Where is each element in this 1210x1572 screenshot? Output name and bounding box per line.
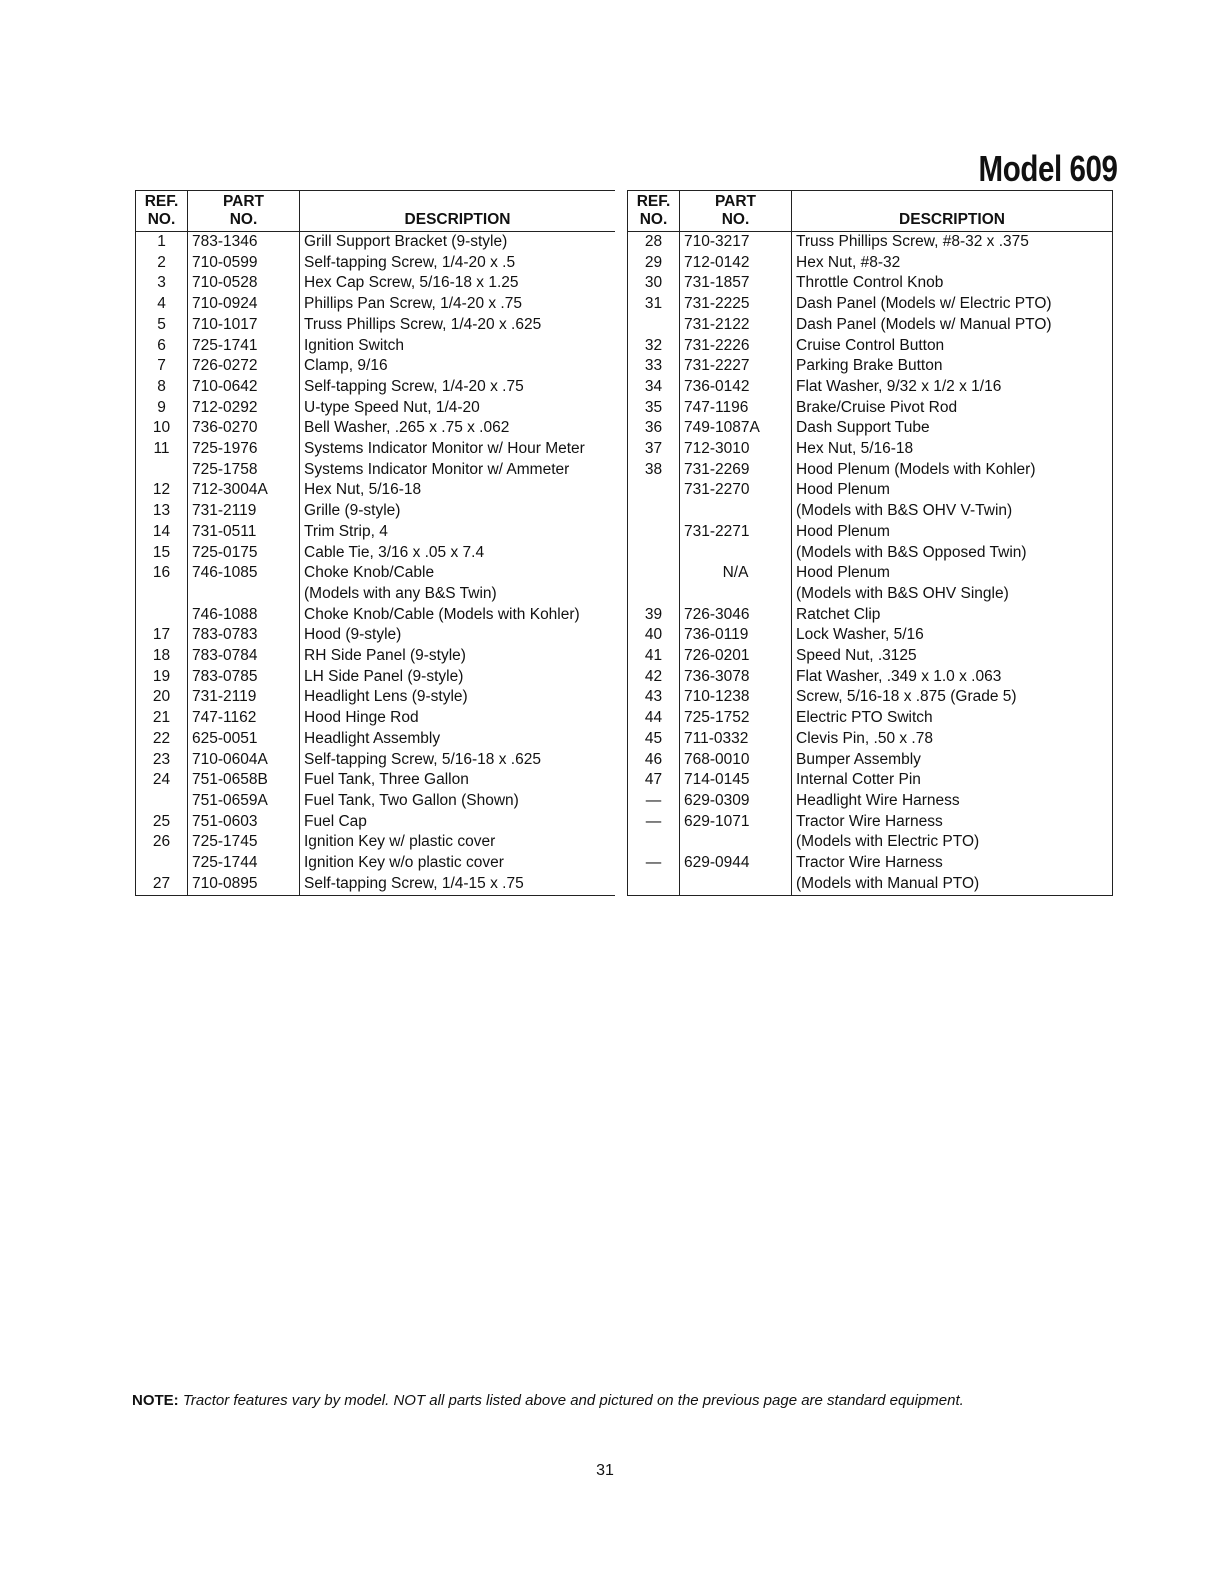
table-row	[136, 398, 616, 419]
part-no-cell: 725-1745	[188, 832, 300, 853]
part-no-cell: 783-1346	[188, 232, 300, 253]
part-no-cell: 712-3004A	[188, 480, 300, 501]
part-no-cell: 751-0659A	[188, 791, 300, 812]
part-no-cell: 710-3217	[680, 232, 792, 253]
part-no-cell: 731-2119	[188, 501, 300, 522]
table-row	[628, 543, 1113, 564]
part-no-cell: 725-1976	[188, 439, 300, 460]
parts-table-right	[627, 190, 1113, 896]
part-no-cell: 746-1085	[188, 563, 300, 584]
part-no-cell: 731-2227	[680, 356, 792, 377]
ref-no-cell	[628, 543, 680, 564]
ref-no-cell	[628, 832, 680, 853]
ref-no-cell: 24	[136, 770, 188, 791]
description-cell: Ignition Key w/ plastic cover	[304, 833, 496, 851]
part-no-cell: 712-3010	[680, 439, 792, 460]
ref-no-cell: 36	[628, 418, 680, 439]
page-number: 31	[596, 1462, 614, 1479]
description-cell: Tractor Wire Harness	[796, 812, 943, 830]
ref-no-header: REF. NO.	[628, 191, 680, 232]
description-cell: (Models with Electric PTO)	[796, 833, 980, 851]
part-no-cell: 783-0785	[188, 667, 300, 688]
ref-no-cell: 3	[136, 273, 188, 294]
part-no-cell: 731-2270	[680, 480, 792, 501]
ref-no-cell: 1	[136, 232, 188, 253]
table-row	[136, 418, 616, 439]
table-row	[136, 853, 616, 874]
table-row	[136, 605, 616, 626]
part-no-cell: 751-0603	[188, 812, 300, 833]
description-cell: Hex Nut, 5/16-18	[796, 440, 914, 458]
description-cell: (Models with B&S OHV V-Twin)	[796, 502, 1013, 520]
ref-no-cell: 10	[136, 418, 188, 439]
table-row	[136, 791, 616, 812]
description-cell: Fuel Cap	[304, 812, 367, 830]
part-no-cell: 731-2119	[188, 687, 300, 708]
ref-no-cell: 38	[628, 460, 680, 481]
ref-no-cell: 4	[136, 294, 188, 315]
description-cell: (Models with Manual PTO)	[796, 874, 980, 892]
description-cell: (Models with B&S OHV Single)	[796, 584, 1009, 602]
ref-no-cell: 39	[628, 605, 680, 626]
part-no-cell: 629-1071	[680, 812, 792, 833]
table-row	[628, 770, 1113, 791]
table-row	[136, 770, 616, 791]
part-no-cell: 725-0175	[188, 543, 300, 564]
table-row	[628, 522, 1113, 543]
table-row	[628, 687, 1113, 708]
description-cell: Hood Plenum (Models with Kohler)	[796, 460, 1036, 478]
ref-no-cell: 18	[136, 646, 188, 667]
table-row	[628, 729, 1113, 750]
part-no-cell: 710-0895	[188, 874, 300, 895]
part-no-header: PART NO.	[188, 191, 300, 232]
description-cell: Phillips Pan Screw, 1/4-20 x .75	[304, 295, 522, 313]
ref-no-cell: 26	[136, 832, 188, 853]
description-cell: RH Side Panel (9-style)	[304, 647, 466, 665]
table-row	[136, 356, 616, 377]
ref-no-cell: 29	[628, 253, 680, 274]
ref-no-cell: 37	[628, 439, 680, 460]
table-row	[628, 439, 1113, 460]
table-row	[136, 522, 616, 543]
part-no-cell	[188, 584, 300, 605]
table-row	[628, 294, 1113, 315]
ref-no-cell: 35	[628, 398, 680, 419]
table-row	[136, 563, 616, 584]
part-no-cell: 726-0201	[680, 646, 792, 667]
part-no-cell: 629-0309	[680, 791, 792, 812]
description-cell: Fuel Tank, Two Gallon (Shown)	[304, 791, 519, 809]
description-cell: Hood Plenum	[796, 481, 890, 499]
table-row	[628, 605, 1113, 626]
note-text: Tractor features vary by model. NOT all parts listed above and pictured on the previous page are standard equipment.	[182, 1392, 964, 1409]
part-no-cell: 736-0119	[680, 625, 792, 646]
part-no-cell: 731-0511	[188, 522, 300, 543]
table-row	[628, 812, 1113, 833]
ref-no-cell: 9	[136, 398, 188, 419]
description-cell: Electric PTO Switch	[796, 709, 933, 727]
description-cell: Self-tapping Screw, 1/4-20 x .75	[304, 377, 524, 395]
part-no-cell: 726-0272	[188, 356, 300, 377]
description-cell: Hood Plenum	[796, 564, 890, 582]
part-no-cell: 725-1758	[188, 460, 300, 481]
part-no-cell: 710-1238	[680, 687, 792, 708]
ref-no-cell: 47	[628, 770, 680, 791]
part-no-cell: 726-3046	[680, 605, 792, 626]
description-cell: Self-tapping Screw, 1/4-15 x .75	[304, 874, 524, 892]
description-cell: Cable Tie, 3/16 x .05 x 7.4	[304, 543, 485, 561]
description-header: DESCRIPTION	[792, 191, 1113, 232]
part-no-cell	[680, 584, 792, 605]
ref-no-cell	[136, 853, 188, 874]
description-cell: Ignition Key w/o plastic cover	[304, 854, 504, 872]
table-row	[136, 294, 616, 315]
description-cell: Throttle Control Knob	[796, 274, 944, 292]
ref-no-cell: 16	[136, 563, 188, 584]
part-no-cell: 725-1741	[188, 336, 300, 357]
part-no-cell: 783-0783	[188, 625, 300, 646]
part-no-cell: 712-0292	[188, 398, 300, 419]
ref-no-cell: 27	[136, 874, 188, 895]
description-cell: Bell Washer, .265 x .75 x .062	[304, 419, 510, 437]
parts-table-left	[135, 190, 615, 896]
table-row	[136, 439, 616, 460]
part-no-cell: 710-1017	[188, 315, 300, 336]
table-row	[136, 812, 616, 833]
part-no-cell: 736-0142	[680, 377, 792, 398]
part-no-cell: 710-0528	[188, 273, 300, 294]
table-row	[136, 273, 616, 294]
part-no-cell: 783-0784	[188, 646, 300, 667]
table-row	[136, 729, 616, 750]
ref-no-cell: 20	[136, 687, 188, 708]
footnote	[132, 1392, 964, 1409]
table-row	[628, 646, 1113, 667]
table-row	[136, 750, 616, 771]
ref-no-cell: 7	[136, 356, 188, 377]
ref-no-cell: 43	[628, 687, 680, 708]
ref-no-cell	[136, 605, 188, 626]
ref-no-cell	[628, 315, 680, 336]
description-header: DESCRIPTION	[300, 191, 616, 232]
ref-no-cell	[628, 522, 680, 543]
table-row	[628, 480, 1113, 501]
table-row	[136, 480, 616, 501]
table-row	[136, 667, 616, 688]
table-row	[628, 791, 1113, 812]
ref-no-cell: 34	[628, 377, 680, 398]
ref-no-cell: 45	[628, 729, 680, 750]
table-row	[628, 377, 1113, 398]
part-no-cell: 731-2269	[680, 460, 792, 481]
ref-no-cell: 19	[136, 667, 188, 688]
table-row	[628, 232, 1113, 253]
table-row	[628, 584, 1113, 605]
description-cell: Dash Panel (Models w/ Electric PTO)	[796, 295, 1052, 313]
table-row	[628, 418, 1113, 439]
description-cell: Fuel Tank, Three Gallon	[304, 771, 469, 789]
part-no-header: PART NO.	[680, 191, 792, 232]
description-cell: Cruise Control Button	[796, 336, 945, 354]
part-no-cell: 736-0270	[188, 418, 300, 439]
page-title: Model 609	[978, 148, 1118, 189]
description-cell: Dash Support Tube	[796, 419, 930, 437]
description-cell: Choke Knob/Cable (Models with Kohler)	[304, 605, 580, 623]
table-row	[136, 253, 616, 274]
part-no-cell: N/A	[680, 563, 792, 584]
part-no-cell: 747-1162	[188, 708, 300, 729]
part-no-cell: 746-1088	[188, 605, 300, 626]
table-row	[136, 646, 616, 667]
description-cell: Clevis Pin, .50 x .78	[796, 729, 933, 747]
table-row	[628, 253, 1113, 274]
ref-no-cell: 14	[136, 522, 188, 543]
table-row	[628, 750, 1113, 771]
part-no-cell	[680, 874, 792, 895]
ref-no-cell	[628, 501, 680, 522]
part-no-cell: 629-0944	[680, 853, 792, 874]
part-no-cell	[680, 543, 792, 564]
ref-no-cell	[628, 584, 680, 605]
ref-no-cell: 44	[628, 708, 680, 729]
ref-no-cell: 25	[136, 812, 188, 833]
description-cell: Choke Knob/Cable	[304, 564, 435, 582]
part-no-cell: 731-2271	[680, 522, 792, 543]
description-cell: Screw, 5/16-18 x .875 (Grade 5)	[796, 688, 1017, 706]
ref-no-cell: 6	[136, 336, 188, 357]
table-row	[136, 232, 616, 253]
part-no-cell	[680, 832, 792, 853]
part-no-cell: 749-1087A	[680, 418, 792, 439]
description-cell: Parking Brake Button	[796, 357, 943, 375]
part-no-cell: 751-0658B	[188, 770, 300, 791]
table-row	[628, 853, 1113, 874]
description-cell: Self-tapping Screw, 1/4-20 x .5	[304, 253, 516, 271]
ref-no-cell: 41	[628, 646, 680, 667]
table-row	[628, 563, 1113, 584]
part-no-cell: 711-0332	[680, 729, 792, 750]
description-cell: Truss Phillips Screw, 1/4-20 x .625	[304, 315, 542, 333]
description-cell: (Models with any B&S Twin)	[304, 584, 497, 602]
description-cell: Headlight Assembly	[304, 729, 441, 747]
table-row	[628, 667, 1113, 688]
ref-no-cell: 33	[628, 356, 680, 377]
ref-no-cell: 22	[136, 729, 188, 750]
note-label: NOTE:	[132, 1392, 179, 1409]
table-row	[136, 543, 616, 564]
ref-no-cell: 11	[136, 439, 188, 460]
ref-no-cell: 17	[136, 625, 188, 646]
ref-no-cell: 13	[136, 501, 188, 522]
ref-no-header: REF. NO.	[136, 191, 188, 232]
description-cell: Internal Cotter Pin	[796, 771, 921, 789]
table-row	[136, 832, 616, 853]
table-header-row	[628, 191, 1113, 232]
ref-no-cell: 2	[136, 253, 188, 274]
description-cell: Hood (9-style)	[304, 626, 402, 644]
table-row	[628, 315, 1113, 336]
part-no-cell: 625-0051	[188, 729, 300, 750]
ref-no-cell	[136, 791, 188, 812]
table-header-row	[136, 191, 616, 232]
ref-no-cell: 40	[628, 625, 680, 646]
table-row	[628, 336, 1113, 357]
table-row	[628, 874, 1113, 895]
ref-no-cell	[628, 874, 680, 895]
ref-no-cell: 42	[628, 667, 680, 688]
description-cell: Headlight Wire Harness	[796, 791, 960, 809]
description-cell: Grille (9-style)	[304, 502, 401, 520]
description-cell: Hood Hinge Rod	[304, 709, 419, 727]
table-row	[136, 584, 616, 605]
ref-no-cell: 12	[136, 480, 188, 501]
description-cell: Flat Washer, .349 x 1.0 x .063	[796, 667, 1002, 685]
part-no-cell: 731-2226	[680, 336, 792, 357]
table-row	[136, 501, 616, 522]
part-no-cell: 731-2122	[680, 315, 792, 336]
description-cell: Bumper Assembly	[796, 750, 921, 768]
ref-no-cell: 15	[136, 543, 188, 564]
ref-no-cell: 46	[628, 750, 680, 771]
table-row	[136, 377, 616, 398]
description-cell: Ignition Switch	[304, 336, 404, 354]
part-no-cell: 747-1196	[680, 398, 792, 419]
table-row	[628, 356, 1113, 377]
description-cell: Hex Nut, 5/16-18	[304, 481, 422, 499]
ref-no-cell: 8	[136, 377, 188, 398]
description-cell: Clamp, 9/16	[304, 357, 388, 375]
description-cell: Speed Nut, .3125	[796, 647, 917, 665]
table-row	[628, 398, 1113, 419]
part-no-cell: 725-1744	[188, 853, 300, 874]
description-cell: Hex Cap Screw, 5/16-18 x 1.25	[304, 274, 519, 292]
description-cell: Truss Phillips Screw, #8-32 x .375	[796, 233, 1029, 250]
description-cell: Tractor Wire Harness	[796, 854, 943, 872]
ref-no-cell: —	[628, 853, 680, 874]
table-row	[628, 625, 1113, 646]
table-row	[628, 832, 1113, 853]
ref-no-cell: 5	[136, 315, 188, 336]
table-row	[136, 687, 616, 708]
part-no-cell: 710-0604A	[188, 750, 300, 771]
part-no-cell: 731-1857	[680, 273, 792, 294]
table-row	[136, 315, 616, 336]
table-row	[136, 460, 616, 481]
ref-no-cell: —	[628, 791, 680, 812]
description-cell: (Models with B&S Opposed Twin)	[796, 543, 1027, 561]
table-row	[628, 708, 1113, 729]
description-cell: Brake/Cruise Pivot Rod	[796, 398, 958, 416]
ref-no-cell: 30	[628, 273, 680, 294]
part-no-cell: 731-2225	[680, 294, 792, 315]
part-no-cell: 736-3078	[680, 667, 792, 688]
part-no-cell: 768-0010	[680, 750, 792, 771]
table-row	[628, 460, 1113, 481]
ref-no-cell	[628, 563, 680, 584]
description-cell: LH Side Panel (9-style)	[304, 667, 464, 685]
ref-no-cell	[136, 584, 188, 605]
description-cell: Systems Indicator Monitor w/ Hour Meter	[304, 440, 585, 458]
description-cell: Self-tapping Screw, 5/16-18 x .625	[304, 750, 541, 768]
ref-no-cell: 23	[136, 750, 188, 771]
ref-no-cell: 31	[628, 294, 680, 315]
description-cell: Dash Panel (Models w/ Manual PTO)	[796, 315, 1052, 333]
part-no-cell: 712-0142	[680, 253, 792, 274]
description-cell: Lock Washer, 5/16	[796, 626, 924, 644]
description-cell: Systems Indicator Monitor w/ Ammeter	[304, 460, 570, 478]
description-cell: Ratchet Clip	[796, 605, 881, 623]
table-row	[136, 708, 616, 729]
ref-no-cell: 32	[628, 336, 680, 357]
description-cell: U-type Speed Nut, 1/4-20	[304, 398, 480, 416]
part-no-cell: 710-0599	[188, 253, 300, 274]
table-row	[136, 625, 616, 646]
part-no-cell: 714-0145	[680, 770, 792, 791]
table-row	[136, 336, 616, 357]
description-cell: Headlight Lens (9-style)	[304, 688, 468, 706]
table-row	[628, 501, 1113, 522]
table-row	[628, 273, 1113, 294]
description-cell: Hood Plenum	[796, 522, 890, 540]
ref-no-cell: 21	[136, 708, 188, 729]
part-no-cell: 725-1752	[680, 708, 792, 729]
ref-no-cell	[628, 480, 680, 501]
part-no-cell: 710-0642	[188, 377, 300, 398]
part-no-cell: 710-0924	[188, 294, 300, 315]
description-cell: Grill Support Bracket (9-style)	[304, 233, 508, 250]
description-cell: Hex Nut, #8-32	[796, 253, 901, 271]
table-row	[136, 874, 616, 895]
description-cell: Trim Strip, 4	[304, 522, 388, 540]
ref-no-cell: —	[628, 812, 680, 833]
description-cell: Flat Washer, 9/32 x 1/2 x 1/16	[796, 377, 1002, 395]
part-no-cell	[680, 501, 792, 522]
ref-no-cell	[136, 460, 188, 481]
ref-no-cell: 28	[628, 232, 680, 253]
